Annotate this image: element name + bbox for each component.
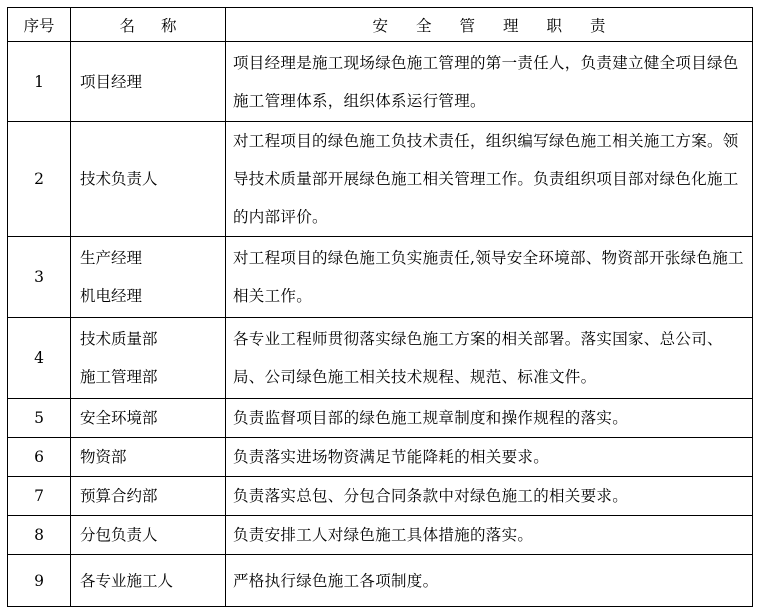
row-number: 7 [8, 477, 71, 516]
role-name: 预算合约部 [80, 487, 158, 505]
role-name: 技术负责人 [80, 170, 158, 188]
table-row [8, 516, 753, 555]
header-duty-char: 全 [415, 16, 432, 35]
table-row [8, 438, 753, 477]
header-index: 序号 [8, 8, 71, 42]
row-number: 8 [8, 516, 71, 555]
row-role [71, 477, 226, 516]
table-row [8, 477, 753, 516]
row-number: 9 [8, 555, 71, 607]
table-row [8, 399, 753, 438]
row-number: 1 [8, 42, 71, 122]
header-duty-char: 理 [503, 16, 519, 35]
table-row [8, 122, 753, 237]
role-name: 安全环境部 [80, 409, 158, 427]
role-name: 施工管理部 [80, 368, 158, 386]
table-row [8, 42, 753, 122]
row-number: 6 [8, 438, 71, 477]
role-name: 机电经理 [80, 287, 143, 305]
row-number: 2 [8, 122, 71, 237]
header-name-char: 称 [161, 16, 177, 35]
table-row [8, 237, 753, 318]
row-role [71, 516, 226, 555]
responsibility-table [7, 7, 753, 607]
header-duty-char: 职 [546, 16, 563, 35]
table-row [8, 555, 753, 607]
header-duty-char: 责 [590, 16, 606, 35]
row-role [71, 555, 226, 607]
row-duty: 各专业工程师贯彻落实绿色施工方案的相关部署。落实国家、总公司、局、公司绿色施工相关技术规程、规范、标准文件。 [226, 318, 753, 399]
row-duty: 项目经理是施工现场绿色施工管理的第一责任人，负责建立健全项目绿色施工管理体系，组织体系运行管理。 [226, 42, 753, 122]
role-name: 各专业施工人 [80, 571, 174, 590]
header-duty-char: 安 [372, 16, 388, 35]
row-duty: 负责监督项目部的绿色施工规章制度和操作规程的落实。 [226, 399, 753, 438]
row-duty: 负责落实进场物资满足节能降耗的相关要求。 [226, 438, 753, 477]
table-row [8, 318, 753, 399]
row-number: 3 [8, 237, 71, 318]
row-duty: 对工程项目的绿色施工负技术责任，组织编写绿色施工相关施工方案。领导技术质量部开展绿色施工相关管理工作。负责组织项目部对绿色化施工的内部评价。 [226, 122, 753, 237]
row-duty: 严格执行绿色施工各项制度。 [226, 555, 753, 607]
row-role [71, 237, 226, 318]
row-number: 5 [8, 399, 71, 438]
row-duty: 负责落实总包、分包合同条款中对绿色施工的相关要求。 [226, 477, 753, 516]
row-duty: 负责安排工人对绿色施工具体措施的落实。 [226, 516, 753, 555]
row-number: 4 [8, 318, 71, 399]
header-duty [226, 8, 753, 42]
row-role [71, 399, 226, 438]
role-name: 生产经理 [80, 249, 143, 267]
row-role [71, 42, 226, 122]
row-role [71, 318, 226, 399]
row-role [71, 122, 226, 237]
role-name: 技术质量部 [80, 330, 158, 348]
table-header-row [8, 8, 753, 42]
header-name [71, 8, 226, 42]
role-name: 物资部 [80, 448, 127, 466]
header-name-char: 名 [119, 16, 135, 35]
row-role [71, 438, 226, 477]
role-name: 项目经理 [80, 72, 143, 91]
header-duty-char: 管 [459, 16, 475, 35]
role-name: 分包负责人 [80, 526, 158, 544]
row-duty: 对工程项目的绿色施工负实施责任,领导安全环境部、物资部开张绿色施工相关工作。 [226, 237, 753, 318]
